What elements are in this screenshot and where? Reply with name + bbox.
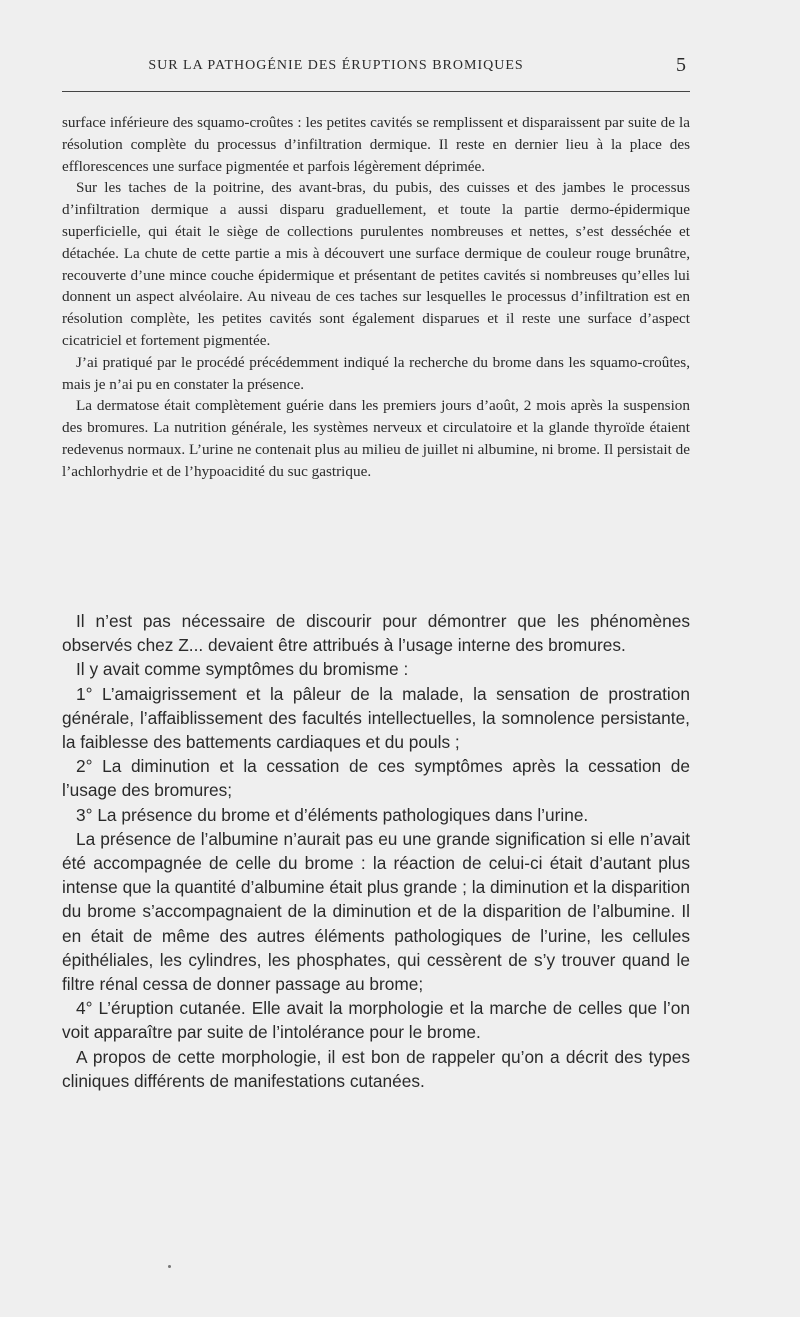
page-header xyxy=(62,50,690,80)
paragraph: La présence de l’albumine n’aurait pas eu une grande signification si elle n’avait été accompagnée de celle du brome : la réaction de celui-ci était d’autant plus intense que la quantité d’albumine était plus grande ; la diminution et la disparition du brome s’accompagnaient de la diminution et de la disparition de l’albumine. Il en était de même des autres éléments pathologiques de l’urine, les cellules épithéliales, les cylindres, les phosphates, qui cessèrent de s’y trouver quand le filtre rénal cessa de donner passage au brome; xyxy=(62,828,690,995)
paragraph: J’ai pratiqué par le procédé précédemment indiqué la recherche du brome dans les squamo-croûtes, mais je n’ai pu en constater la présence. xyxy=(62,353,690,393)
observation-text-block xyxy=(62,112,690,483)
running-title: SUR LA PATHOGÉNIE DES ÉRUPTIONS BROMIQUES xyxy=(148,58,524,73)
list-item-3: 3° La présence du brome et d’éléments pathologiques dans l’urine. xyxy=(76,804,589,825)
header-rule xyxy=(62,91,690,92)
list-item-1: 1° L’amaigrissement et la pâleur de la malade, la sensation de prostration générale, l’affaiblissement des facultés intellectuelles, la somnolence persistante, la faiblesse des battements cardiaques et du pouls ; xyxy=(62,683,690,753)
paper-speck xyxy=(168,1265,171,1268)
paragraph: Il y avait comme symptômes du bromisme : xyxy=(76,659,409,680)
paragraph: A propos de cette morphologie, il est bon de rappeler qu’on a décrit des types cliniques différents de manifestations cutanées. xyxy=(62,1046,690,1091)
page-number: 5 xyxy=(676,54,686,76)
list-item-2: 2° La diminution et la cessation de ces symptômes après la cessation de l’usage des bromures; xyxy=(62,756,690,801)
paragraph: Il n’est pas nécessaire de discourir pour démontrer que les phénomènes observés chez Z... devaient être attribués à l’usage interne des bromures. xyxy=(62,611,690,656)
paragraph: Sur les taches de la poitrine, des avant-bras, du pubis, des cuisses et des jambes le processus d’infiltration dermique a aussi disparu graduellement, et toute la partie dermo-épidermique superficielle, qui était le siège de collections purulentes nombreuses et nettes, s’est desséchée et détachée. La chute de cette partie a mis à découvert une surface dermique de couleur rouge brunâtre, recouverte d’une mince couche épidermique et présentant de petites cavités si nombreuses qu’elles lui donnent un aspect alvéolaire. Au niveau de ces taches sur lesquelles le processus d’infiltration est en résolution complète, les petites cavités sont également disparues et il reste une surface d’aspect cicatriciel et fortement pigmentée. xyxy=(62,179,690,349)
discussion-text-block xyxy=(62,609,690,1093)
paragraph: La dermatose était complètement guérie dans les premiers jours d’août, 2 mois après la suspension des bromures. La nutrition générale, les systèmes nerveux et circulatoire et la glande thyroïde étaient redevenus normaux. L’urine ne contenait plus au milieu de juillet ni albumine, ni brome. Il persistait de l’achlorhydrie et de l’hypoacidité du suc gastrique. xyxy=(62,397,690,480)
paragraph: surface inférieure des squamo-croûtes : les petites cavités se remplissent et disparaissent par suite de la résolution complète du processus d’infiltration dermique. Il reste en dernier lieu à la place des efflorescences une surface pigmentée et parfois légèrement déprimée. xyxy=(62,114,690,175)
list-item-4: 4° L’éruption cutanée. Elle avait la morphologie et la marche de celles que l’on voit apparaître par suite de l’intolérance pour le brome. xyxy=(62,998,690,1043)
